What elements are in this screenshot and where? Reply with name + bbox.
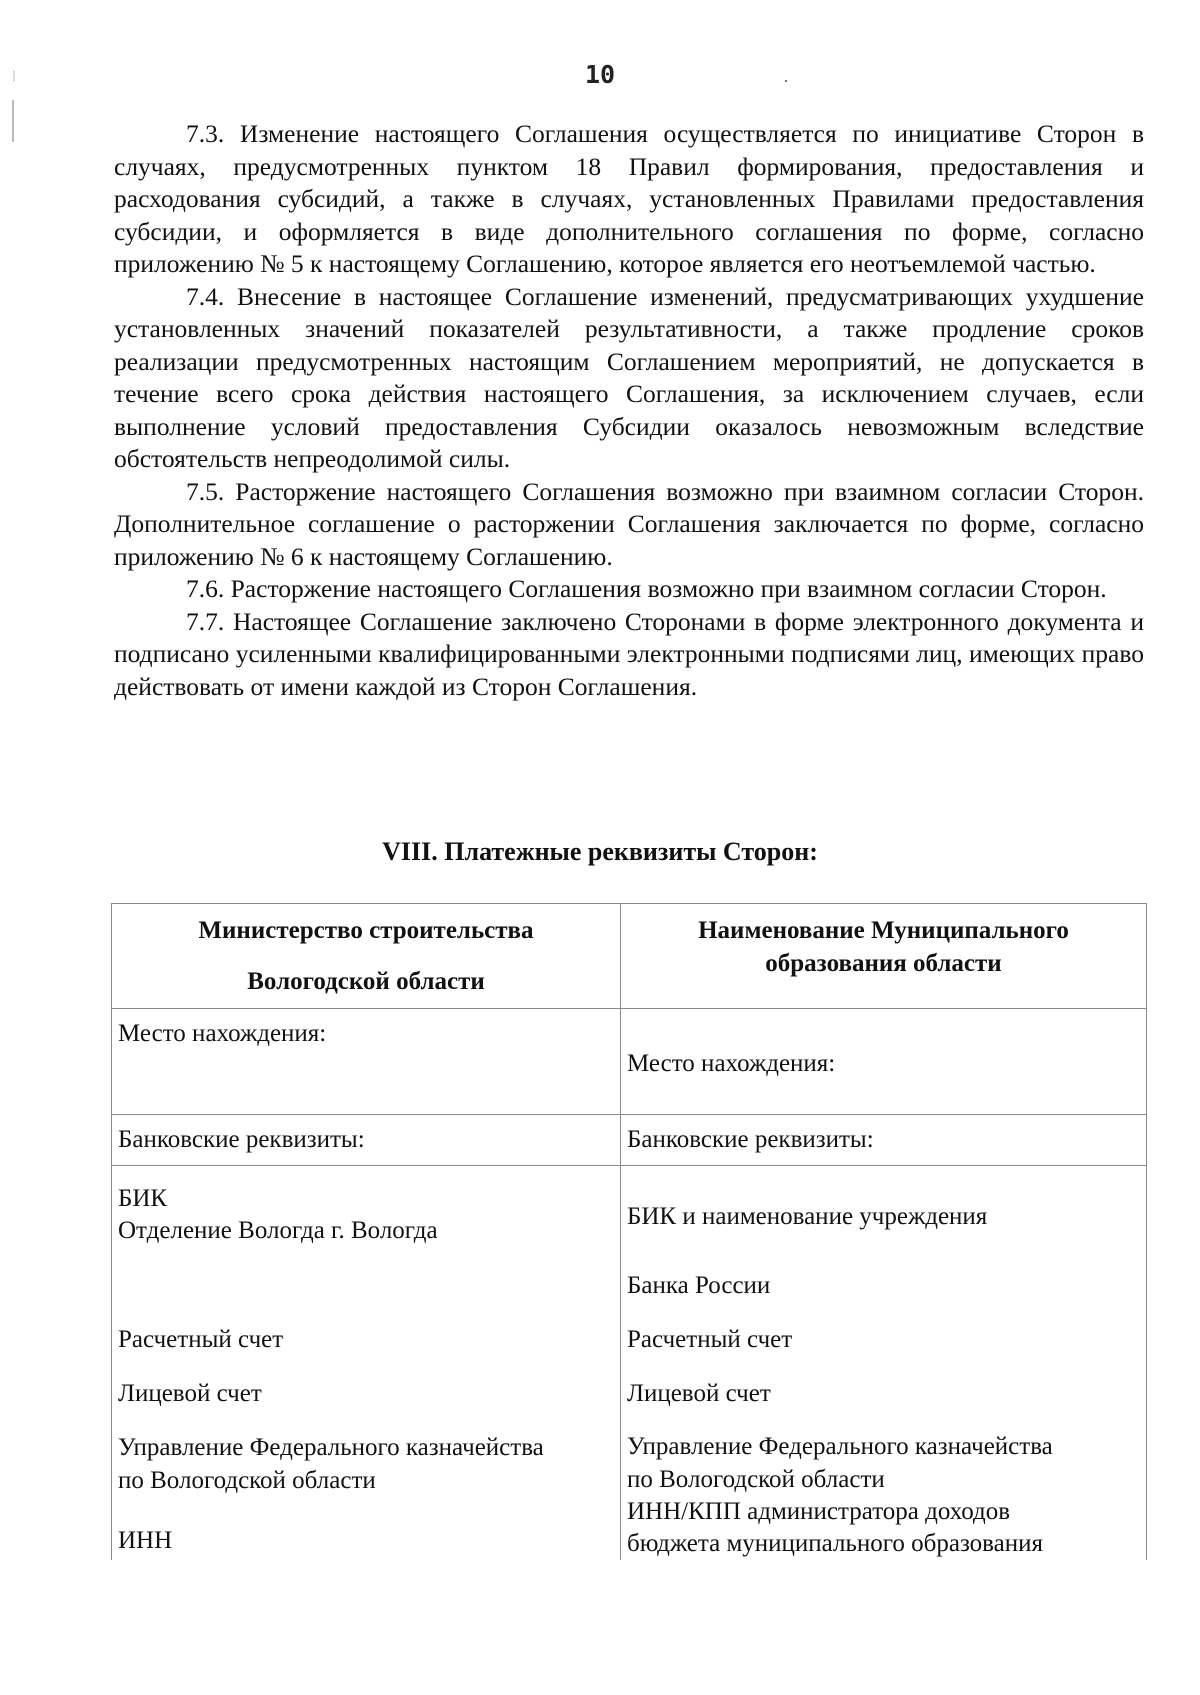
clause-7-6: 7.6. Расторжение настоящего Соглашения возможно при взаимном согласии Сторон. xyxy=(186,574,1107,603)
inn-right-1: ИНН/КПП администратора доходов xyxy=(627,1498,1011,1525)
settlement-account-right: Расчетный счет xyxy=(627,1326,793,1353)
bank-right: Банковские реквизиты: xyxy=(627,1126,874,1153)
clause-7-5: 7.5. Расторжение настоящего Соглашения возможно при взаимном согласии Сторон. Дополнительное соглашение о расторжении Соглашения заключается по форме, согласно приложению № 6 к настоящему Соглашению. xyxy=(114,476,1144,571)
clause-7-3: 7.3. Изменение настоящего Соглашения осуществляется по инициативе Сторон в случаях, предусмотренных пунктом 18 Правил формирования, предоставления и расходования субсидий, а также в случаях, установленных Правилами предоставления субсидии, и оформляется в виде дополнительного соглашения по форме, согласно приложению № 5 к настоящему Соглашению, которое является его неотъемлемой частью. xyxy=(114,119,1144,278)
details-left xyxy=(112,1166,621,1560)
inn-right-2: бюджета муниципального образования xyxy=(627,1530,1044,1557)
table-row-location xyxy=(112,1009,1146,1115)
treasury-right-2: по Вологодской области xyxy=(627,1466,885,1493)
table-header-row xyxy=(112,904,1146,1009)
page-number: 10 xyxy=(584,60,616,89)
details-right xyxy=(621,1166,1146,1560)
inn-left: ИНН xyxy=(118,1527,173,1554)
treasury-left-2: по Вологодской области xyxy=(118,1467,376,1494)
header-ministry: Министерство строительства Вологодской области xyxy=(112,904,621,1008)
clause-7-4: 7.4. Внесение в настоящее Соглашение изменений, предусматривающих ухудшение установленных значений показателей результативности, а также продление сроков реализации предусмотренных настоящим Соглашением мероприятий, не допускается в течение всего срока действия настоящего Соглашения, за исключением случаев, если выполнение условий предоставления Субсидии оказалось невозможным вследствие обстоятельств непреодолимой силы. xyxy=(114,281,1144,473)
bank-left: Банковские реквизиты: xyxy=(112,1115,621,1165)
settlement-account-left: Расчетный счет xyxy=(118,1326,284,1353)
bank-of-russia-right: Банка России xyxy=(627,1272,771,1299)
payment-details-table xyxy=(111,903,1147,1560)
location-left: Место нахождения: xyxy=(112,1009,621,1114)
table-row-bank xyxy=(112,1115,1146,1166)
section-title: VIII. Платежные реквизиты Сторон: xyxy=(382,837,818,866)
personal-account-right: Лицевой счет xyxy=(627,1380,771,1407)
clause-7-7: 7.7. Настоящее Соглашение заключено Сторонами в форме электронного документа и подписано усиленными квалифицированными электронными подписями лиц, имеющих право действовать от имени каждой из Сторон Соглашения. xyxy=(114,606,1144,701)
scan-margin-mark xyxy=(12,100,14,142)
scan-dot xyxy=(785,80,787,82)
table-row-details xyxy=(112,1166,1146,1560)
agreement-clauses xyxy=(114,118,1144,703)
branch-left: Отделение Вологда г. Вологда xyxy=(118,1217,438,1244)
treasury-left-1: Управление Федерального казначейства xyxy=(118,1434,544,1461)
location-right: Место нахождения: xyxy=(627,1050,836,1077)
header-municipality: Наименование Муниципального образования области xyxy=(698,917,1069,977)
treasury-right-1: Управление Федерального казначейства xyxy=(627,1433,1053,1460)
personal-account-left: Лицевой счет xyxy=(118,1380,262,1407)
bik-left: БИК xyxy=(118,1185,168,1212)
bik-right: БИК и наименование учреждения xyxy=(627,1203,988,1230)
